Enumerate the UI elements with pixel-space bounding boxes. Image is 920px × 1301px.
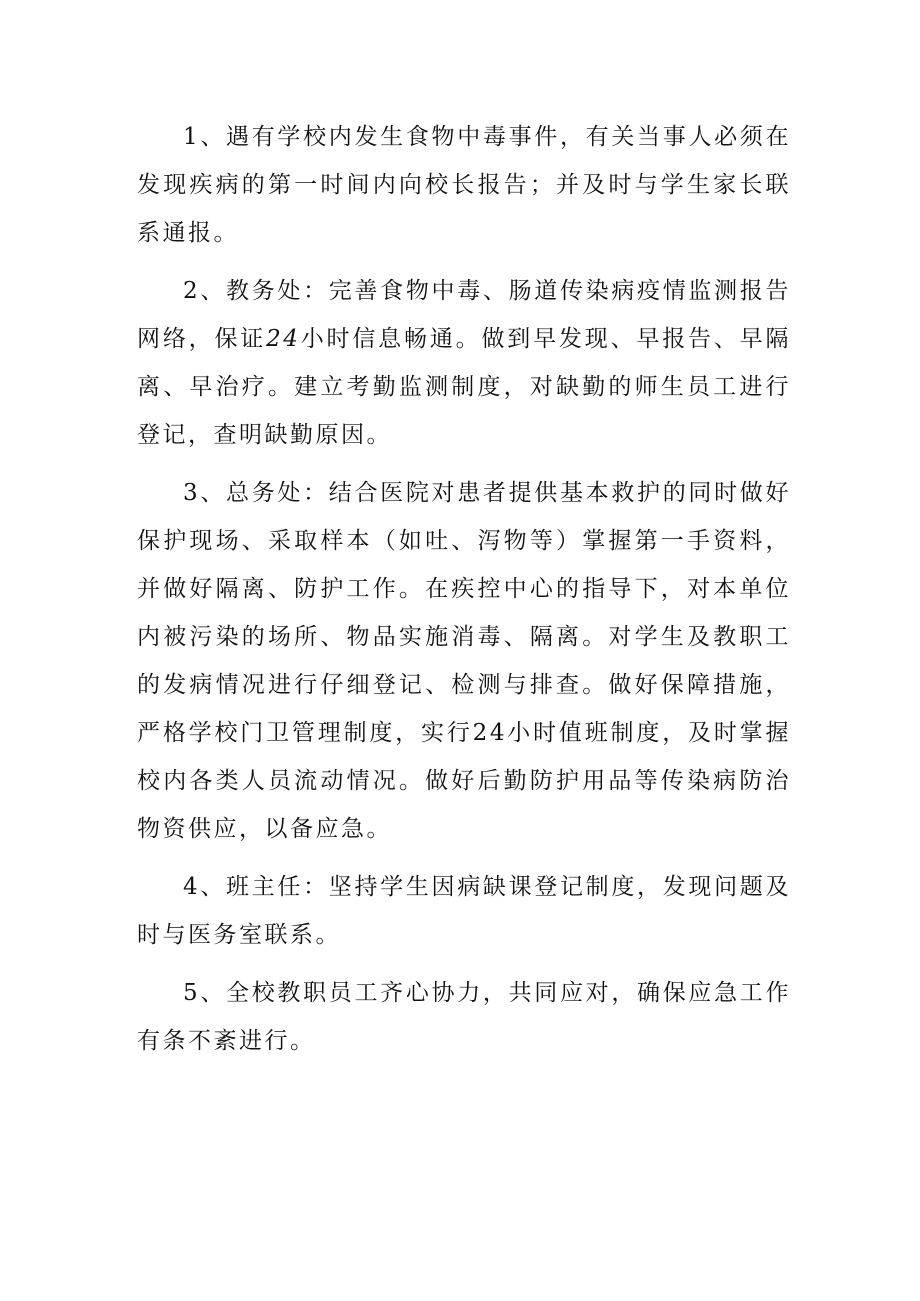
- paragraph-1: [137, 113, 791, 257]
- paragraph-2-emphasis-number: 24: [266, 326, 301, 352]
- paragraph-3-text: 3、总务处：结合医院对患者提供基本救护的同时做好保护现场、采取样本（如吐、泻物等）掌握第一手资料，并做好隔离、防护工作。在疾控中心的指导下，对本单位内被污染的场所、物品实施消毒、隔离。对学生及教职工的发病情况进行仔细登记、检测与排查。做好保障措施，严格学校门卫管理制度，实行24小时值班制度，及时掌握校内各类人员流动情况。做好后勤防护用品等传染病防治物资供应，以备应急。: [137, 480, 791, 842]
- paragraph-1-text: 1、遇有学校内发生食物中毒事件，有关当事人必须在发现疾病的第一时间内向校长报告；并及时与学生家长联系通报。: [137, 124, 791, 246]
- paragraph-2-text-after: 小时信息畅通。做到早发现、早报告、早隔离、早治疗。建立考勤监测制度，对缺勤的师生员工进行登记，查明缺勤原因。: [137, 326, 792, 448]
- paragraph-2: [137, 267, 791, 459]
- paragraph-3: [137, 469, 791, 853]
- paragraph-4: [137, 863, 791, 959]
- paragraph-4-text: 4、班主任：坚持学生因病缺课登记制度，发现问题及时与医务室联系。: [137, 874, 791, 948]
- paragraph-5-text: 5、全校教职员工齐心协力，共同应对，确保应急工作有条不紊进行。: [137, 980, 791, 1054]
- document-body: [137, 113, 791, 1075]
- paragraph-2-text-before: 2、教务处：完善食物中毒、肠道传染病疫情监测报告网络，保证: [137, 278, 791, 352]
- paragraph-5: [137, 969, 791, 1065]
